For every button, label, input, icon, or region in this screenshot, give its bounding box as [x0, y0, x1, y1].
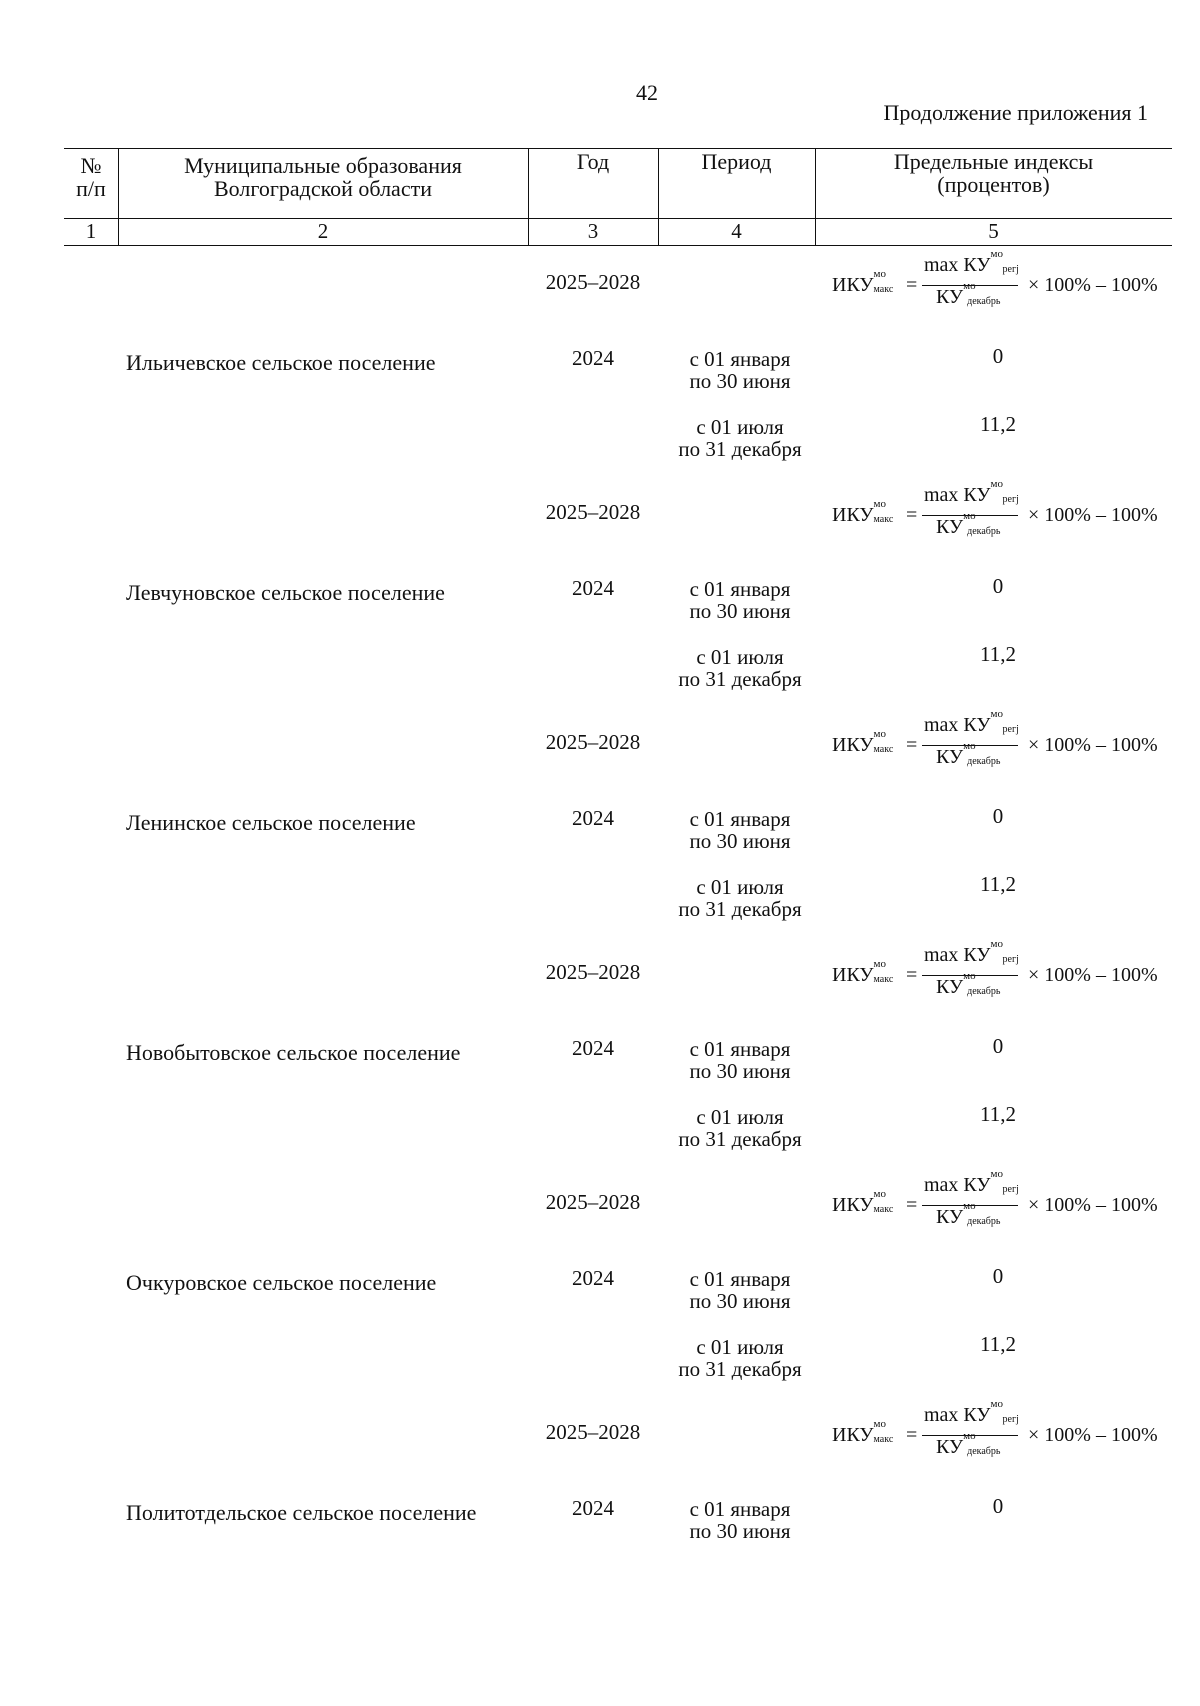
formula-numerator: max КУ мо регj: [924, 1168, 1019, 1196]
year-range: 2025–2028: [545, 960, 641, 984]
colnum-3: 3: [587, 219, 599, 243]
formula-denominator: КУ мо декабрь: [936, 740, 1001, 768]
formula-rhs: × 100% – 100%: [1028, 1194, 1158, 1216]
year-range: 2025–2028: [545, 730, 641, 754]
value-first-half: 0: [992, 1034, 1004, 1058]
municipality-name: Очкуровское сельское поселение: [126, 1270, 437, 1295]
formula-rhs: × 100% – 100%: [1028, 1424, 1158, 1446]
period-first-half: с 01 января по 30 июня: [689, 347, 791, 393]
period-second-half: с 01 июля по 31 декабря: [678, 415, 802, 461]
colnum-1: 1: [85, 219, 97, 243]
formula-denominator: КУ мо декабрь: [936, 280, 1001, 308]
header-year: Год: [576, 149, 610, 174]
formula-lhs: ИКУ мо макс: [832, 1188, 894, 1216]
year-range: 2025–2028: [545, 500, 641, 524]
formula-denominator: КУ мо декабрь: [936, 970, 1001, 998]
formula-equals: =: [906, 964, 918, 986]
municipality-name: Новобытовское сельское поселение: [126, 1040, 461, 1065]
value-first-half: 0: [992, 1264, 1004, 1288]
formula-lhs: ИКУ мо макс: [832, 498, 894, 526]
formula: [832, 1398, 1182, 1466]
value-second-half: 11,2: [980, 1332, 1016, 1356]
formula-equals: =: [906, 504, 918, 526]
period-second-half: с 01 июля по 31 декабря: [678, 1105, 802, 1151]
year-range: 2025–2028: [545, 1190, 641, 1214]
formula-rhs: × 100% – 100%: [1028, 504, 1158, 526]
formula-denominator: КУ мо декабрь: [936, 510, 1001, 538]
colnum-4: 4: [731, 219, 742, 243]
formula: [832, 938, 1182, 1006]
formula-denominator: КУ мо декабрь: [936, 1200, 1001, 1228]
header-num: № п/п: [76, 153, 106, 201]
formula-equals: =: [906, 1194, 918, 1216]
period-first-half: с 01 января по 30 июня: [689, 807, 791, 853]
formula-equals: =: [906, 1424, 918, 1446]
value-second-half: 11,2: [980, 872, 1016, 896]
colnum-2: 2: [317, 219, 329, 243]
appendix-note: Продолжение приложения 1: [883, 100, 1148, 125]
municipality-name: Ильичевское сельское поселение: [126, 350, 436, 375]
formula: [832, 478, 1182, 546]
year: 2024: [572, 346, 614, 370]
year: 2024: [572, 576, 614, 600]
year-range: 2025–2028: [545, 1420, 641, 1444]
formula-lhs: ИКУ мо макс: [832, 1418, 894, 1446]
period-second-half: с 01 июля по 31 декабря: [678, 875, 802, 921]
formula-numerator: max КУ мо регj: [924, 478, 1019, 506]
formula-lhs: ИКУ мо макс: [832, 958, 894, 986]
colnum-5: 5: [988, 219, 999, 243]
formula-equals: =: [906, 274, 918, 296]
formula-numerator: max КУ мо регj: [924, 248, 1019, 276]
formula-lhs: ИКУ мо макс: [832, 268, 894, 296]
period-first-half: с 01 января по 30 июня: [689, 577, 791, 623]
value-first-half: 0: [992, 1494, 1004, 1518]
page-number: 42: [636, 80, 658, 105]
period-first-half: с 01 января по 30 июня: [689, 1497, 791, 1543]
value-first-half: 0: [992, 574, 1004, 598]
formula-numerator: max КУ мо регj: [924, 708, 1019, 736]
formula-rhs: × 100% – 100%: [1028, 734, 1158, 756]
municipality-name: Ленинское сельское поселение: [126, 810, 416, 835]
formula-equals: =: [906, 734, 918, 756]
municipality-name: Политотдельское сельское поселение: [126, 1500, 477, 1525]
year: 2024: [572, 1036, 614, 1060]
value-second-half: 11,2: [980, 1102, 1016, 1126]
year: 2024: [572, 806, 614, 830]
formula-rhs: × 100% – 100%: [1028, 964, 1158, 986]
municipality-name: Левчуновское сельское поселение: [126, 580, 445, 605]
year: 2024: [572, 1266, 614, 1290]
formula: [832, 708, 1182, 776]
value-first-half: 0: [992, 804, 1004, 828]
period-first-half: с 01 января по 30 июня: [689, 1267, 791, 1313]
header-municipality: Муниципальные образования Волгоградской области: [184, 153, 462, 201]
formula-lhs: ИКУ мо макс: [832, 728, 894, 756]
period-first-half: с 01 января по 30 июня: [689, 1037, 791, 1083]
formula: [832, 1168, 1182, 1236]
header-period: Период: [701, 149, 772, 174]
period-second-half: с 01 июля по 31 декабря: [678, 1335, 802, 1381]
formula-numerator: max КУ мо регj: [924, 1398, 1019, 1426]
formula: [832, 248, 1182, 316]
header-index: Предельные индексы (процентов): [893, 149, 1094, 197]
year-range: 2025–2028: [545, 270, 641, 294]
year: 2024: [572, 1496, 614, 1520]
formula-rhs: × 100% – 100%: [1028, 274, 1158, 296]
formula-denominator: КУ мо декабрь: [936, 1430, 1001, 1458]
value-first-half: 0: [992, 344, 1004, 368]
period-second-half: с 01 июля по 31 декабря: [678, 645, 802, 691]
value-second-half: 11,2: [980, 642, 1016, 666]
formula-numerator: max КУ мо регj: [924, 938, 1019, 966]
value-second-half: 11,2: [980, 412, 1016, 436]
